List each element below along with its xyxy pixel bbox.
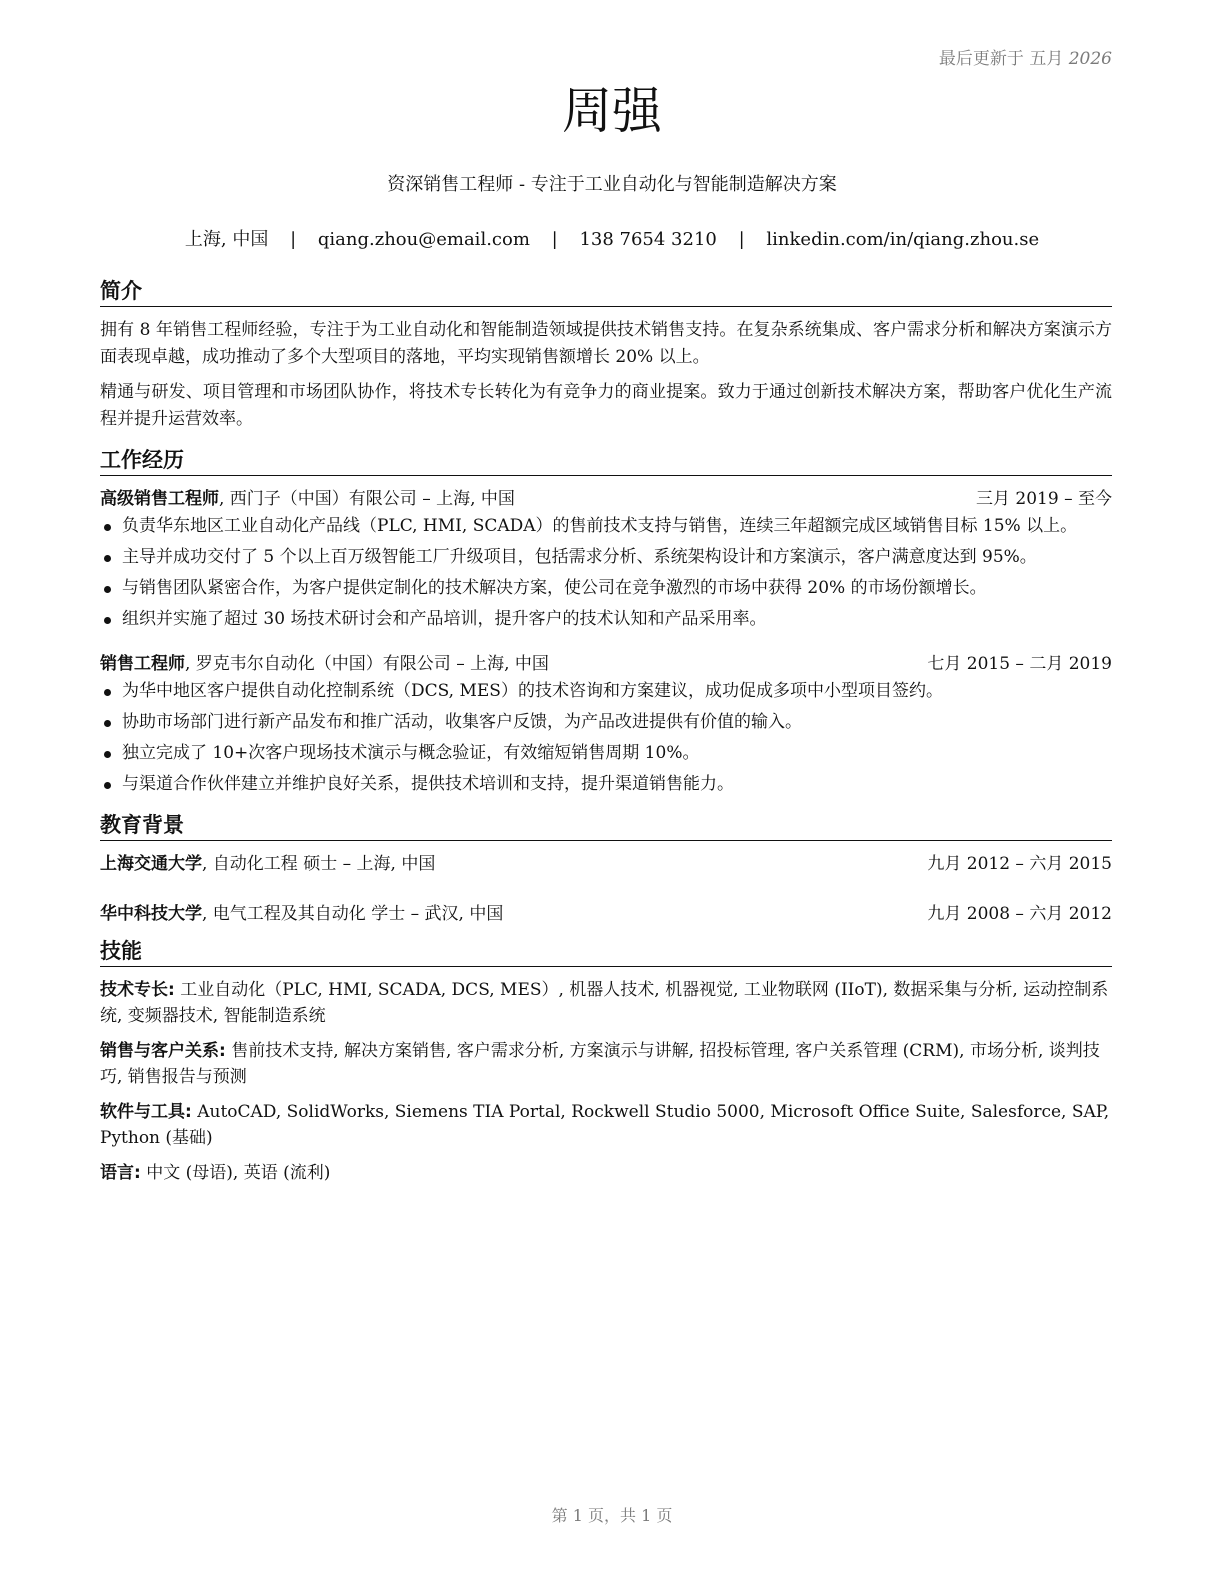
education-school-detail [100, 851, 435, 878]
section-title-education: 教育背景 [100, 810, 1112, 841]
contact-separator: | [551, 229, 558, 250]
contact-phone: 138 7654 3210 [579, 229, 717, 250]
education-dates: 九月 2012 – 六月 2015 [927, 854, 1112, 874]
education-school-detail [100, 901, 503, 928]
education-entry [100, 901, 1112, 928]
job-title-org [100, 486, 515, 513]
list-item [100, 771, 1112, 798]
job-dates: 七月 2015 – 二月 2019 [927, 654, 1112, 674]
job-entry [100, 486, 1112, 633]
bullet-icon [104, 524, 111, 531]
job-header [100, 651, 1112, 678]
bullet-icon [104, 689, 111, 696]
last-updated-year: 2026 [1068, 49, 1112, 69]
skill-row [100, 1160, 1112, 1186]
bullet-text: 主导并成功交付了 5 个以上百万级智能工厂升级项目，包括需求分析、系统架构设计和方案演示，客户满意度达到 95%。 [122, 547, 1037, 567]
job-org: , 西门子（中国）有限公司 – 上海, 中国 [219, 489, 515, 509]
education-dates: 九月 2008 – 六月 2012 [927, 904, 1112, 924]
job-title: 销售工程师 [100, 654, 185, 674]
list-item [100, 544, 1112, 571]
job-dates: 三月 2019 – 至今 [976, 489, 1112, 509]
education-detail: , 自动化工程 硕士 – 上海, 中国 [202, 854, 436, 874]
bullet-icon [104, 720, 111, 727]
list-item [100, 513, 1112, 540]
section-title-summary: 简介 [100, 276, 1112, 307]
skill-label: 销售与客户关系: [100, 1041, 226, 1061]
job-bullets [100, 678, 1112, 798]
skill-row [100, 977, 1112, 1029]
skill-text: 售前技术支持, 解决方案销售, 客户需求分析, 方案演示与讲解, 招投标管理, 客户关系管理 (CRM), 市场分析, 谈判技巧, 销售报告与预测 [100, 1041, 1100, 1087]
bullet-text: 与销售团队紧密合作，为客户提供定制化的技术解决方案，使公司在竞争激烈的市场中获得 20% 的市场份额增长。 [122, 578, 987, 598]
contact-linkedin-link[interactable]: linkedin.com/in/qiang.zhou.se [766, 229, 1040, 250]
education-entry [100, 851, 1112, 878]
job-title: 高级销售工程师 [100, 489, 219, 509]
contact-email-link[interactable]: qiang.zhou@email.com [317, 229, 530, 250]
resume-body [100, 276, 1112, 1195]
skill-label: 软件与工具: [100, 1102, 192, 1122]
contact-location: 上海, 中国 [184, 229, 269, 250]
job-entry [100, 651, 1112, 798]
skill-text: 工业自动化（PLC, HMI, SCADA, DCS, MES）, 机器人技术, 机器视觉, 工业物联网 (IIoT), 数据采集与分析, 运动控制系统, 变频器技术, 智能制造系统 [100, 980, 1109, 1026]
bullet-icon [104, 555, 111, 562]
education-detail: , 电气工程及其自动化 学士 – 武汉, 中国 [202, 904, 504, 924]
bullet-text: 负责华东地区工业自动化产品线（PLC, HMI, SCADA）的售前技术支持与销售，连续三年超额完成区域销售目标 15% 以上。 [122, 516, 1078, 536]
skill-text: AutoCAD, SolidWorks, Siemens TIA Portal, Rockwell Studio 5000, Microsoft Office Suite, Salesforce, SAP, Python (基础) [100, 1102, 1110, 1148]
bullet-text: 协助市场部门进行新产品发布和推广活动，收集客户反馈，为产品改进提供有价值的输入。 [122, 712, 802, 732]
skill-label: 技术专长: [100, 980, 175, 1000]
job-org: , 罗克韦尔自动化（中国）有限公司 – 上海, 中国 [185, 654, 549, 674]
skill-text: 中文 (母语), 英语 (流利) [140, 1163, 331, 1183]
section-title-skills: 技能 [100, 936, 1112, 967]
page-number-footer: 第 1 页，共 1 页 [551, 1506, 673, 1525]
candidate-name: 周强 [562, 82, 662, 140]
job-bullets [100, 513, 1112, 633]
list-item [100, 740, 1112, 767]
last-updated-label: 最后更新于 五月 [938, 49, 1064, 69]
bullet-text: 为华中地区客户提供自动化控制系统（DCS, MES）的技术咨询和方案建议，成功促成多项中小型项目签约。 [122, 681, 943, 701]
bullet-icon [104, 586, 111, 593]
list-item [100, 575, 1112, 602]
summary-paragraph: 拥有 8 年销售工程师经验，专注于为工业自动化和智能制造领域提供技术销售支持。在复杂系统集成、客户需求分析和解决方案演示方面表现卓越，成功推动了多个大型项目的落地，平均实现销售额增长 20% 以上。 [100, 320, 1112, 367]
bullet-text: 独立完成了 10+次客户现场技术演示与概念验证，有效缩短销售周期 10%。 [122, 743, 700, 763]
contact-line [0, 225, 1224, 251]
list-item [100, 678, 1112, 705]
skill-row [100, 1038, 1112, 1090]
contact-separator: | [738, 229, 745, 250]
education-school: 上海交通大学 [100, 854, 202, 874]
bullet-icon [104, 617, 111, 624]
education-school: 华中科技大学 [100, 904, 202, 924]
job-title-org [100, 651, 549, 678]
contact-separator: | [290, 229, 297, 250]
bullet-text: 组织并实施了超过 30 场技术研讨会和产品培训，提升客户的技术认知和产品采用率。 [122, 609, 767, 629]
list-item [100, 606, 1112, 633]
bullet-text: 与渠道合作伙伴建立并维护良好关系，提供技术培训和支持，提升渠道销售能力。 [122, 774, 734, 794]
skill-label: 语言: [100, 1163, 141, 1183]
bullet-icon [104, 782, 111, 789]
headline: 资深销售工程师 - 专注于工业自动化与智能制造解决方案 [387, 174, 837, 195]
skill-row [100, 1099, 1112, 1151]
bullet-icon [104, 751, 111, 758]
summary-paragraph: 精通与研发、项目管理和市场团队协作，将技术专长转化为有竞争力的商业提案。致力于通过创新技术解决方案，帮助客户优化生产流程并提升运营效率。 [100, 382, 1112, 429]
job-header [100, 486, 1112, 513]
list-item [100, 709, 1112, 736]
section-title-experience: 工作经历 [100, 445, 1112, 476]
last-updated [939, 44, 1112, 69]
